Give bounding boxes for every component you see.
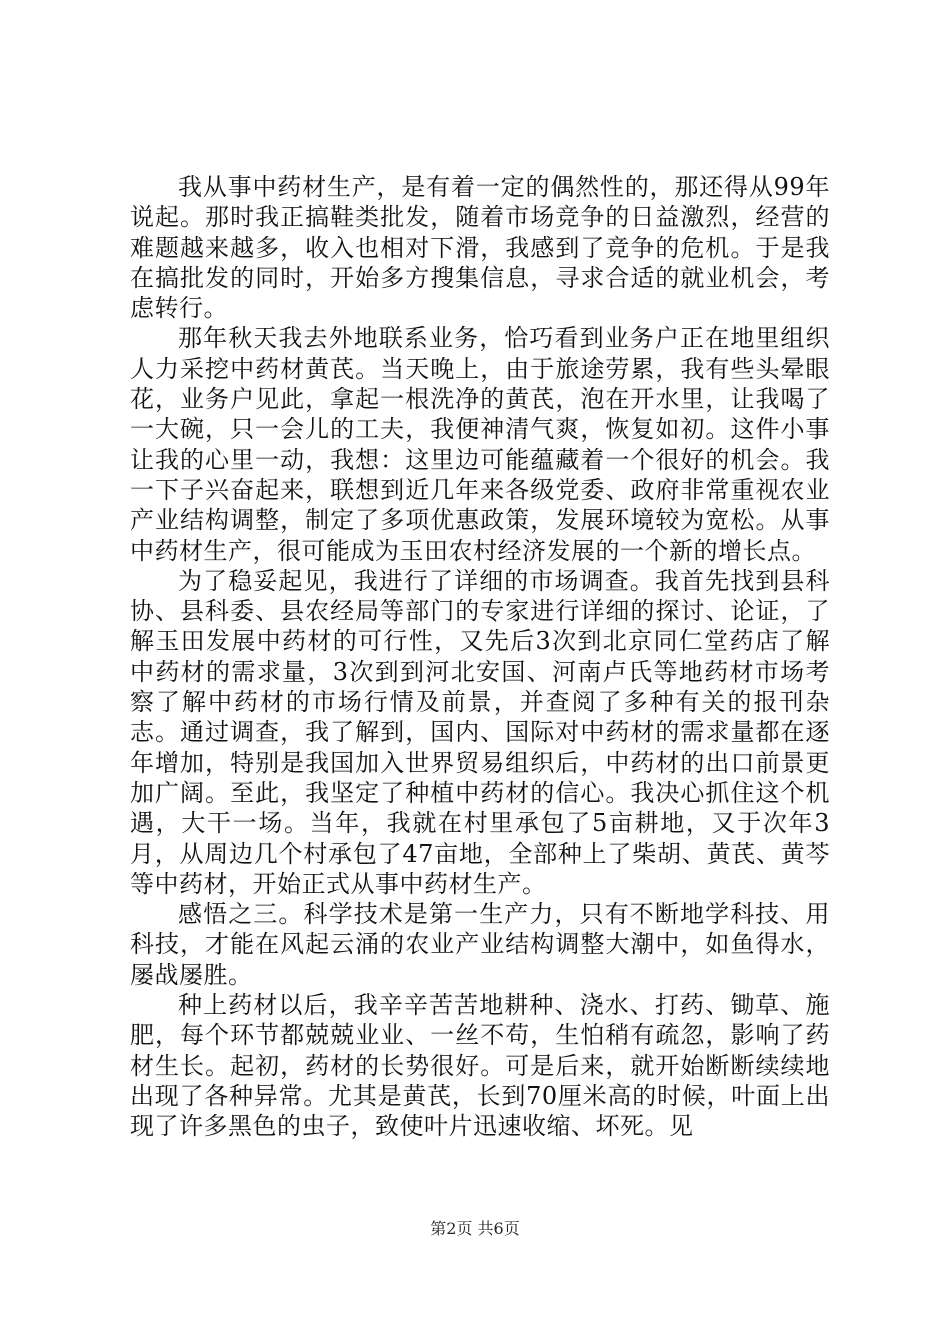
document-body <box>130 172 830 1142</box>
paragraph-1: 我从事中药材生产，是有着一定的偶然性的，那还得从99年说起。那时我正搞鞋类批发，随着市场竞争的日益激烈，经营的难题越来越多，收入也相对下滑，我感到了竞争的危机。于是我在搞批发的同时，开始多方搜集信息，寻求合适的就业机会，考虑转行。 <box>130 173 830 323</box>
paragraph-5: 种上药材以后，我辛辛苦苦地耕种、浇水、打药、锄草、施肥，每个环节都兢兢业业、一丝不苟，生怕稍有疏忽，影响了药材生长。起初，药材的长势很好。可是后来，就开始断断续续地出现了各种异常。尤其是黄芪，长到70厘米高的时候，叶面上出现了许多黑色的虫子，致使叶片迅速收缩、坏死。见 <box>130 991 830 1141</box>
paragraph-3: 为了稳妥起见，我进行了详细的市场调查。我首先找到县科协、县科委、县农经局等部门的专家进行详细的探讨、论证，了解玉田发展中药材的可行性，又先后3次到北京同仁堂药店了解中药材的需求量，3次到到河北安国、河南卢氏等地药材市场考察了解中药材的市场行情及前景，并查阅了多种有关的报刊杂志。通过调查，我了解到，国内、国际对中药材的需求量都在逐年增加，特别是我国加入世界贸易组织后，中药材的出口前景更加广阔。至此，我坚定了种植中药材的信心。我决心抓住这个机遇，大干一场。当年，我就在村里承包了5亩耕地，又于次年3月，从周边几个村承包了47亩地，全部种上了柴胡、黄芪、黄芩等中药材，开始正式从事中药材生产。 <box>130 566 830 898</box>
paragraph-2: 那年秋天我去外地联系业务，恰巧看到业务户正在地里组织人力采挖中药材黄芪。当天晚上，由于旅途劳累，我有些头晕眼花，业务户见此，拿起一根洗净的黄芪，泡在开水里，让我喝了一大碗，只一会儿的工夫，我便神清气爽，恢复如初。这件小事让我的心里一动，我想：这里边可能蕴藏着一个很好的机会。我一下子兴奋起来，联想到近几年来各级党委、政府非常重视农业产业结构调整，制定了多项优惠政策，发展环境较为宽松。从事中药材生产，很可能成为玉田农村经济发展的一个新的增长点。 <box>130 324 830 565</box>
paragraph-4: 感悟之三。科学技术是第一生产力，只有不断地学科技、用科技，才能在风起云涌的农业产业结构调整大潮中，如鱼得水，屡战屡胜。 <box>130 900 830 989</box>
page-number-footer: 第2页 共6页 <box>430 1219 520 1238</box>
